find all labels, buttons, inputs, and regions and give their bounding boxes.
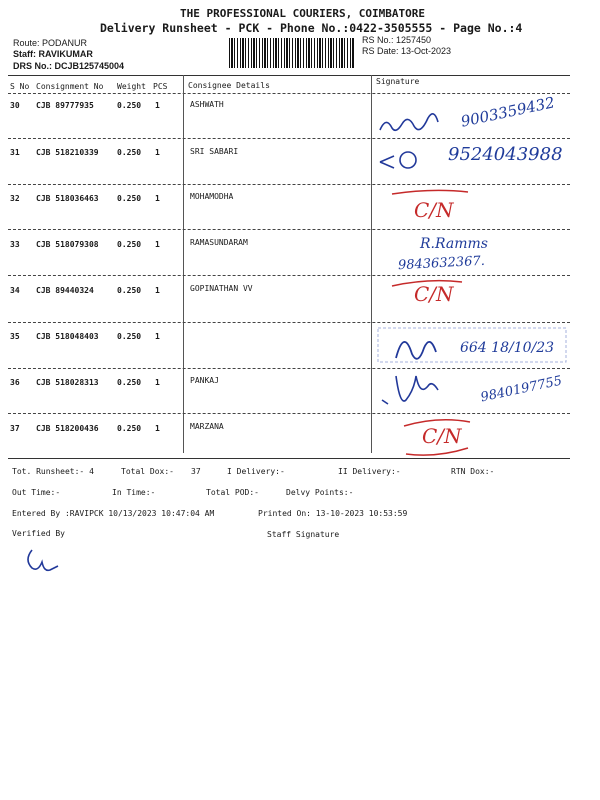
drs-number: DRS No.: DCJB125745004	[13, 61, 125, 71]
verified-by-label: Verified By	[12, 529, 65, 538]
col-header-consignee: Consignee Details	[188, 81, 270, 90]
row-pcs: 1	[155, 148, 160, 157]
total-dox-label: Total Dox:-	[121, 467, 174, 476]
row-pcs: 1	[155, 240, 160, 249]
row-weight: 0.250	[117, 424, 142, 433]
route-label: Route: PODANUR	[13, 38, 88, 48]
row-pcs: 1	[155, 332, 160, 341]
col-header-signature: Signature	[376, 77, 420, 86]
row-pcs: 1	[155, 378, 160, 387]
cn-mark-37: C/N	[422, 424, 462, 448]
header-divider	[8, 93, 570, 94]
row-consignee: GOPINATHAN VV	[190, 284, 253, 293]
staff-signature-label: Staff Signature	[267, 530, 340, 539]
col-header-consignment: Consignment No	[36, 82, 104, 91]
row-consignment: CJB 89440324	[36, 286, 94, 295]
row-consignment: CJB 518200436	[36, 424, 99, 433]
staff-label: Staff: RAVIKUMAR	[13, 49, 93, 59]
row-consignee: RAMASUNDARAM	[190, 238, 248, 247]
row-weight: 0.250	[117, 240, 142, 249]
row-consignee: SRI SABARI	[190, 147, 239, 156]
table-top-border	[8, 75, 570, 76]
row-divider	[8, 368, 570, 369]
cn-mark-32: C/N	[414, 198, 454, 222]
signature-33-name: R.Ramms	[420, 236, 488, 252]
row-divider	[8, 413, 570, 414]
row-consignee: ASHWATH	[190, 100, 224, 109]
signature-33-phone: 9843632367.	[397, 253, 486, 274]
row-weight: 0.250	[117, 101, 142, 110]
signature-35-text: 664 18/10/23	[460, 340, 555, 356]
row-consignment: CJB 518036463	[36, 194, 99, 203]
row-weight: 0.250	[117, 194, 142, 203]
row-divider	[8, 229, 570, 230]
in-time-label: In Time:-	[112, 488, 156, 497]
row-consignment: CJB 518210339	[36, 148, 99, 157]
row-weight: 0.250	[117, 286, 142, 295]
row-pcs: 1	[155, 424, 160, 433]
row-sno: 36	[10, 378, 20, 387]
entered-by: Entered By :RAVIPCK 10/13/2023 10:47:04 AM	[12, 509, 215, 518]
row-consignee: PANKAJ	[190, 376, 219, 385]
signature-36-scribble	[376, 370, 496, 412]
row-consignment: CJB 518048403	[36, 332, 99, 341]
row-sno: 37	[10, 424, 20, 433]
col-header-sno: S No	[10, 82, 30, 91]
barcode-image	[229, 38, 354, 68]
consignee-column-divider	[183, 75, 184, 453]
cn-mark-34: C/N	[414, 282, 454, 306]
row-sno: 31	[10, 148, 20, 157]
signature-31-phone: 9524043988	[448, 144, 563, 165]
row-weight: 0.250	[117, 378, 142, 387]
row-sno: 32	[10, 194, 20, 203]
row-consignment: CJB 518028313	[36, 378, 99, 387]
row-weight: 0.250	[117, 148, 142, 157]
printed-on: Printed On: 13-10-2023 10:53:59	[258, 509, 408, 518]
row-pcs: 1	[155, 194, 160, 203]
rs-number: RS No.: 1257450	[362, 35, 432, 45]
row-consignee: MOHAMODHA	[190, 192, 234, 201]
row-divider	[8, 275, 570, 276]
tot-runsheet: Tot. Runsheet:- 4	[12, 467, 94, 476]
row-sno: 35	[10, 332, 20, 341]
row-sno: 33	[10, 240, 20, 249]
col-header-pcs: PCS	[153, 82, 168, 91]
signature-31-scribble	[372, 146, 452, 176]
row-sno: 30	[10, 101, 20, 110]
row-pcs: 1	[155, 101, 160, 110]
delvy-points-label: Delvy Points:-	[286, 488, 354, 497]
rs-date: RS Date: 13-Oct-2023	[362, 46, 452, 56]
row-consignment: CJB 89777935	[36, 101, 94, 110]
row-weight: 0.250	[117, 332, 142, 341]
i-delivery-label: I Delivery:-	[227, 467, 285, 476]
out-time-label: Out Time:-	[12, 488, 61, 497]
company-title: THE PROFESSIONAL COURIERS, COIMBATORE	[180, 7, 426, 20]
total-pod-label: Total POD:-	[206, 488, 259, 497]
runsheet-subtitle: Delivery Runsheet - PCK - Phone No.:0422-3505555 - Page No.:4	[100, 21, 523, 35]
row-consignee: MARZANA	[190, 422, 224, 431]
signature-30-phone: 9003359432	[459, 93, 557, 131]
verifier-initials-scribble	[22, 544, 62, 576]
row-sno: 34	[10, 286, 20, 295]
total-dox-value: 37	[191, 467, 201, 476]
ii-delivery-label: II Delivery:-	[338, 467, 401, 476]
row-divider	[8, 184, 570, 185]
row-consignment: CJB 518079308	[36, 240, 99, 249]
table-bottom-border	[8, 458, 570, 459]
col-header-weight: Weight	[117, 82, 146, 91]
rtn-dox-label: RTN Dox:-	[451, 467, 495, 476]
signature-36-phone: 9840197755	[479, 373, 564, 406]
row-divider	[8, 322, 570, 323]
row-pcs: 1	[155, 286, 160, 295]
